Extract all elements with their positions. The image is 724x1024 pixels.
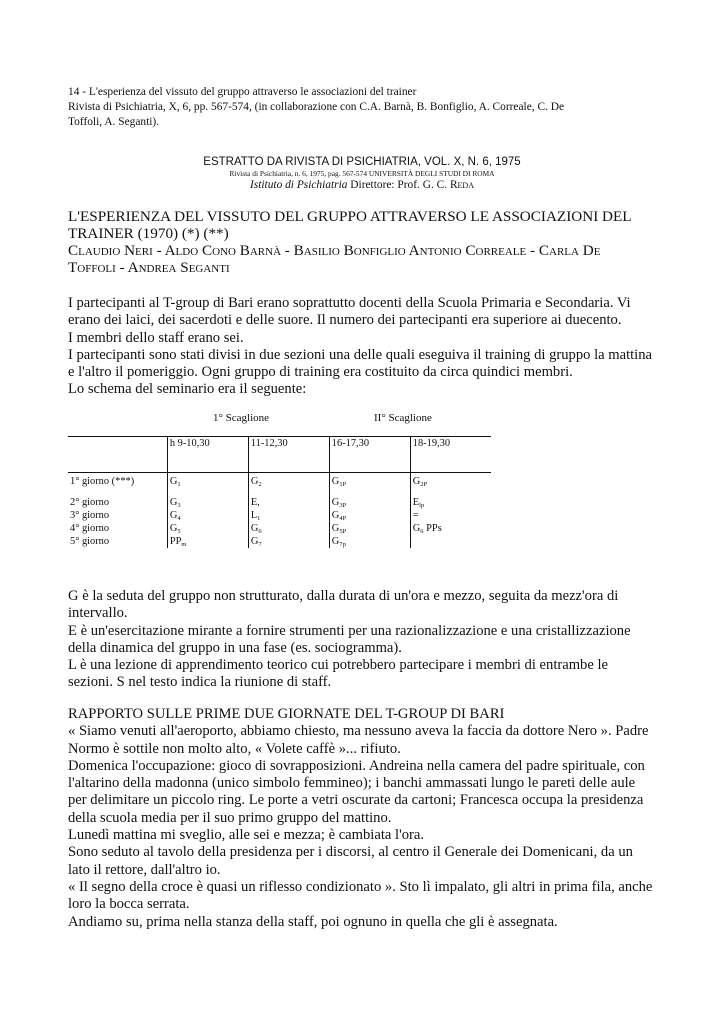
session-code: G: [169, 510, 178, 521]
text-line: erano dei laici, dei sacerdoti e delle suore. Il numero dei partecipanti era superiore ai duecento.: [68, 312, 622, 329]
session-code: G: [169, 476, 178, 487]
session-subscript: 6: [258, 528, 262, 535]
slot-column-1: [167, 473, 248, 549]
row-gap: [413, 488, 489, 496]
text-line: I membri dello staff erano sei.: [68, 329, 244, 346]
session-subscript: 7p: [339, 541, 346, 548]
session-code: G: [331, 497, 340, 508]
text-line: intervallo.: [68, 605, 128, 622]
article-authors: Toffoli - Andrea Seganti: [68, 259, 230, 276]
day-label: 3° giorno: [70, 510, 110, 521]
session-code: =: [412, 510, 419, 521]
day-column: [68, 473, 167, 549]
header-empty-cell: [68, 437, 167, 473]
director-name: Reda: [449, 179, 474, 191]
session-suffix: ,: [257, 497, 260, 508]
time-header: h 9-10,30: [167, 437, 248, 473]
text-line: della dinamica del gruppo in una fase (es. sociogramma).: [68, 639, 402, 656]
text-line: Normo è sottile non molto alto, « Volete caffè »... rifiuto.: [68, 740, 401, 757]
row-gap: [251, 488, 327, 496]
report-section: [68, 706, 668, 931]
session-code: E: [250, 497, 258, 508]
session-subscript: 1: [257, 515, 261, 522]
text-line: sezioni. S nel testo indica la riunione di staff.: [68, 674, 332, 691]
session-code: G: [250, 536, 259, 547]
session-subscript: 2P: [420, 481, 428, 488]
director-label: Direttore: Prof. G. C.: [347, 179, 450, 191]
schedule-cell: [170, 509, 246, 522]
session-subscript: m: [181, 541, 187, 548]
session-subscript: 2: [258, 481, 262, 488]
text-line: L è una lezione di apprendimento teorico cui potrebbero partecipare i membri di entrambe le: [68, 657, 609, 674]
session-code: G: [412, 523, 421, 534]
session-subscript: 4: [177, 515, 181, 522]
text-line: « Siamo venuti all'aeroporto, abbiamo chiesto, ma nessuno aveva la faccia da dottore Nero ». Padre: [68, 723, 649, 740]
time-header: 16-17,30: [329, 437, 410, 473]
text-line: Lo schema del seminario era il seguente:: [68, 381, 307, 398]
article-title-block: [68, 208, 668, 276]
day-label: 5° giorno: [70, 536, 110, 547]
session-code: L: [250, 510, 258, 521]
text-line: E è un'esercitazione mirante a fornire strumenti per una razionalizzazione e una cristallizzazione: [68, 622, 631, 639]
text-line: Andiamo su, prima nella stanza della staff, poi ognuno in quella che gli è assegnata.: [68, 913, 558, 930]
bibliographic-reference: [68, 85, 658, 130]
reference-line: Toffoli, A. Seganti).: [68, 116, 160, 128]
day-label: 1° giorno (***): [70, 476, 135, 487]
schedule-cell: [413, 535, 489, 548]
session-code: G: [169, 523, 178, 534]
text-line: I partecipanti sono stati divisi in due sezioni una delle quali eseguiva il training di gruppo la mattina: [68, 346, 653, 363]
scaglione-2-label: II° Scaglione: [374, 412, 432, 424]
session-subscript: 4P: [339, 515, 347, 522]
session-subscript: 6: [420, 528, 424, 535]
definitions-paragraph: [68, 588, 668, 692]
session-subscript: 3: [177, 502, 181, 509]
schedule-header-row: [68, 437, 491, 473]
text-line: per delimitare un piccolo ring. Le porte a vetri oscurate da cartoni; Francesca occupa la presidenza: [68, 792, 644, 809]
text-line: loro la bocca serrata.: [68, 896, 190, 913]
institute-name: Istituto di Psichiatria: [249, 179, 348, 191]
reference-line: Rivista di Psichiatria, X, 6, pp. 567-574, (in collaborazione con C.A. Barnà, B. Bonfiglio, A. Correale, C. De: [68, 101, 565, 113]
session-subscript: lp: [419, 502, 425, 509]
article-title: L'ESPERIENZA DEL VISSUTO DEL GRUPPO ATTRAVERSO LE ASSOCIAZIONI DEL: [68, 208, 632, 225]
schedule-cell: [251, 522, 327, 535]
session-code: PP: [169, 536, 182, 547]
schedule-cell: [251, 496, 327, 509]
text-line: Domenica l'occupazione: gioco di sovrapposizioni. Andreina nella camera del padre spirituale, con: [68, 757, 645, 774]
session-subscript: 7: [258, 541, 262, 548]
schedule-cell: [332, 535, 408, 548]
schedule-cell: [332, 522, 408, 535]
slot-column-2: [248, 473, 329, 549]
text-line: Lunedì mattina mi sveglio, alle sei e mezza; è cambiata l'ora.: [68, 827, 424, 844]
slot-column-3: [329, 473, 410, 549]
session-code: G: [412, 476, 421, 487]
schedule-cell: [413, 522, 489, 535]
schedule-cell: [413, 475, 489, 488]
row-gap: [332, 488, 408, 496]
schedule-cell: [413, 496, 489, 509]
session-code: G: [331, 476, 340, 487]
section-heading: RAPPORTO SULLE PRIME DUE GIORNATE DEL T-GROUP DI BARI: [68, 706, 505, 722]
offprint-header: [0, 155, 724, 192]
row-gap: [70, 488, 165, 496]
schedule-cell: [251, 475, 327, 488]
offprint-subline: Rivista di Psichiatria, n. 6, 1975, pag. 567-574 UNIVERSITÀ DEGLI STUDI DI ROMA: [229, 169, 495, 178]
seminar-schedule-table: [68, 436, 491, 548]
session-code: G: [250, 523, 259, 534]
schedule-cell: [413, 509, 489, 522]
institute-line: [0, 179, 724, 192]
text-line: della scuola media per il suo primo gruppo del mattino.: [68, 809, 392, 826]
slot-column-4: [410, 473, 491, 549]
session-subscript: 3P: [339, 502, 347, 509]
article-title: TRAINER (1970) (*) (**): [68, 225, 229, 242]
text-line: « Il segno della croce è quasi un riflesso condizionato ». Sto lì impalato, gli altri in prima fila, anche: [68, 878, 653, 895]
intro-paragraph: [68, 295, 668, 399]
session-subscript: 5: [177, 528, 181, 535]
session-code: G: [331, 536, 340, 547]
scaglione-1-label: 1° Scaglione: [213, 412, 270, 424]
reference-line: 14 - L'esperienza del vissuto del gruppo attraverso le associazioni del trainer: [68, 86, 417, 98]
session-code: G: [169, 497, 178, 508]
schedule-cell: [251, 509, 327, 522]
session-code: G: [250, 476, 259, 487]
schedule-cell: [332, 475, 408, 488]
text-line: lato il rettore, dall'altro io.: [68, 861, 221, 878]
schedule-cell: [251, 535, 327, 548]
session-subscript: 1P: [339, 481, 347, 488]
schedule-cell: [170, 475, 246, 488]
article-authors: Claudio Neri - Aldo Cono Barnà - Basilio Bonfiglio Antonio Correale - Carla De: [68, 242, 601, 259]
text-line: l'altarino della madonna (unico simbolo femmineo); i banchi ammassati lungo le pareti delle aule: [68, 775, 636, 792]
offprint-heading: ESTRATTO DA RIVISTA DI PSICHIATRIA, VOL. X, N. 6, 1975: [203, 156, 521, 168]
text-line: Sono seduto al tavolo della presidenza per i discorsi, al centro il Generale dei Domenicani, da un: [68, 844, 633, 861]
session-code: E: [412, 497, 420, 508]
schedule-cell: [332, 509, 408, 522]
time-header: 11-12,30: [248, 437, 329, 473]
text-line: e l'altro il pomeriggio. Ogni gruppo di training era costituito da circa quindici membri.: [68, 364, 573, 381]
session-code: G: [331, 523, 340, 534]
day-label: 2° giorno: [70, 497, 110, 508]
schedule-cell: [170, 522, 246, 535]
text-line: I partecipanti al T-group di Bari erano soprattutto docenti della Scuola Primaria e Secondaria. Vi: [68, 295, 631, 311]
schedule-cell: [170, 535, 246, 548]
text-line: G è la seduta del gruppo non strutturato, dalla durata di un'ora e mezzo, seguita da mezz'ora di: [68, 588, 619, 604]
session-code: G: [331, 510, 340, 521]
session-subscript: 1: [177, 481, 181, 488]
schedule-body-row: [68, 473, 491, 549]
time-header: 18-19,30: [410, 437, 491, 473]
schedule-cell: [332, 496, 408, 509]
schedule-cell: [170, 496, 246, 509]
row-gap: [170, 488, 246, 496]
day-label: 4° giorno: [70, 523, 110, 534]
session-suffix: PPs: [423, 523, 442, 534]
session-subscript: 5P: [339, 528, 347, 535]
